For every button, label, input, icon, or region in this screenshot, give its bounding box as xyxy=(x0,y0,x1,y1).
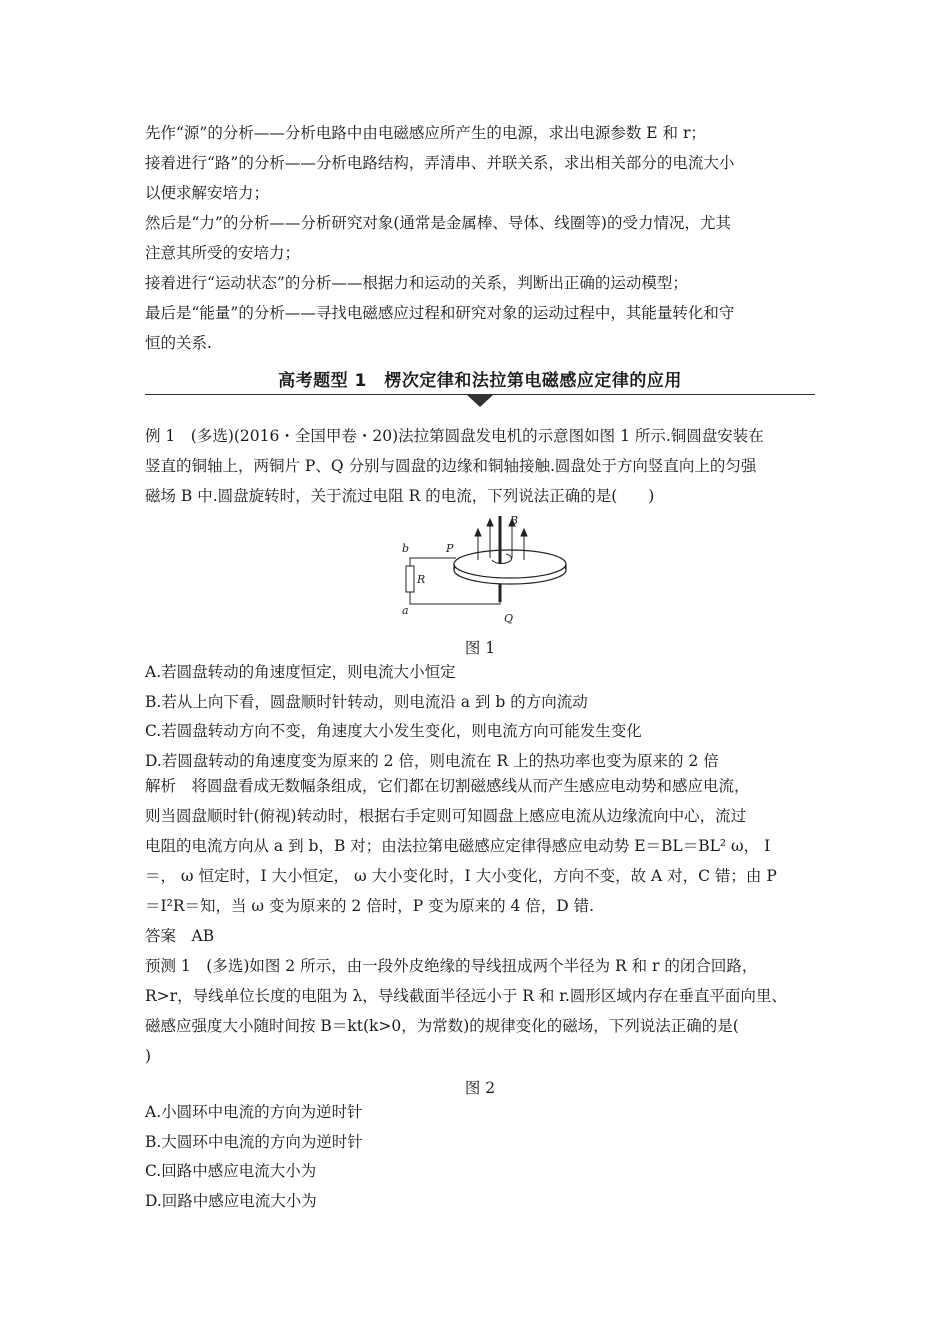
example1-analysis xyxy=(145,771,815,951)
example1-line: 磁场 B 中.圆盘旋转时，关于流过电阻 R 的电流，下列说法正确的是( ) xyxy=(145,487,655,505)
option-d: D.若圆盘转动的角速度变为原来的 2 倍，则电流在 R 上的热功率也变为原来的 2 倍 xyxy=(145,751,719,770)
figure-1-label-q: Q xyxy=(504,612,514,625)
figure-1-label-a: a xyxy=(402,604,409,617)
analysis-line: 电阻的电流方向从 a 到 b，B 对；由法拉第电磁感应定律得感应电动势 E＝BL＝BL² ω， I xyxy=(145,837,771,855)
section-title: 高考题型 1 楞次定律和法拉第电磁感应定律的应用 xyxy=(278,371,682,391)
intro-line: 以便求解安培力； xyxy=(145,184,270,202)
figure-1-label-b: b xyxy=(402,542,410,555)
answer-line: 答案 AB xyxy=(145,927,215,945)
analysis-line: ＝， ω 恒定时，I 大小恒定， ω 大小变化时，I 大小变化，方向不变，故 A 对，C 错；由 P xyxy=(145,867,777,885)
option-a: A.小圆环中电流的方向为逆时针 xyxy=(145,1103,363,1121)
section-triangle-marker xyxy=(467,395,493,407)
section-heading xyxy=(145,364,815,400)
prediction1-line: R>r，导线单位长度的电阻为 λ，导线截面半径远小于 R 和 r.圆形区域内存在垂直平面向里、 xyxy=(145,987,787,1005)
intro-line: 最后是“能量”的分析——寻找电磁感应过程和研究对象的运动过程中，其能量转化和守 xyxy=(145,304,735,322)
intro-line: 注意其所受的安培力； xyxy=(145,244,301,262)
example1-options xyxy=(145,658,815,776)
intro-line: 然后是“力”的分析——分析研究对象(通常是金属棒、导体、线圈等)的受力情况，尤其 xyxy=(145,214,731,232)
option-b: B.若从上向下看，圆盘顺时针转动，则电流沿 a 到 b 的方向流动 xyxy=(145,692,588,711)
option-a: A.若圆盘转动的角速度恒定，则电流大小恒定 xyxy=(145,663,456,681)
prediction1-line: 预测 1 (多选)如图 2 所示，由一段外皮绝缘的导线扭成两个半径为 R 和 r 的闭合回路， xyxy=(145,957,758,975)
option-d: D.回路中感应电流大小为 xyxy=(145,1191,317,1210)
prediction1-options xyxy=(145,1098,815,1216)
figure-1-label-field: B xyxy=(510,514,519,527)
figure-1-label-p: P xyxy=(446,542,454,555)
example1-line: 例 1 (多选)(2016・全国甲卷・20)法拉第圆盘发电机的示意图如图 1 所示.铜圆盘安装在 xyxy=(145,427,764,445)
intro-line: 先作“源”的分析——分析电路中由电磁感应所产生的电源，求出电源参数 E 和 r； xyxy=(145,124,706,142)
analysis-line: 解析 将圆盘看成无数幅条组成，它们都在切割磁感线从而产生感应电动势和感应电流， xyxy=(145,777,750,795)
example1-line: 竖直的铜轴上，两铜片 P、Q 分别与圆盘的边缘和铜轴接触.圆盘处于方向竖直向上的匀强 xyxy=(145,457,757,475)
prediction1-line: ) xyxy=(145,1047,152,1065)
intro-line: 恒的关系. xyxy=(145,334,212,352)
analysis-line: 则当圆盘顺时针(俯视)转动时，根据右手定则可知圆盘上感应电流从边缘流向中心，流过 xyxy=(145,807,747,825)
figure-1-caption: 图 1 xyxy=(464,639,496,657)
figure-1-disc-generator xyxy=(400,514,590,626)
figure-2-caption: 图 2 xyxy=(464,1079,496,1097)
prediction1-question xyxy=(145,951,815,1071)
option-c: C.若圆盘转动方向不变，角速度大小发生变化，则电流方向可能发生变化 xyxy=(145,722,642,740)
prediction1-line: 磁感应强度大小随时间按 B＝kt(k>0，为常数)的规律变化的磁场，下列说法正确的是( xyxy=(145,1017,739,1035)
analysis-line: ＝I²R＝知，当 ω 变为原来的 2 倍时，P 变为原来的 4 倍，D 错. xyxy=(145,897,595,915)
example1-question xyxy=(145,421,815,511)
option-c: C.回路中感应电流大小为 xyxy=(145,1162,317,1180)
option-b: B.大圆环中电流的方向为逆时针 xyxy=(145,1132,363,1151)
figure-1-label-r: R xyxy=(417,573,426,586)
intro-line: 接着进行“路”的分析——分析电路结构，弄清串、并联关系，求出相关部分的电流大小 xyxy=(145,154,735,172)
intro-paragraph xyxy=(145,118,815,358)
intro-line: 接着进行“运动状态”的分析——根据力和运动的关系，判断出正确的运动模型； xyxy=(145,274,688,292)
